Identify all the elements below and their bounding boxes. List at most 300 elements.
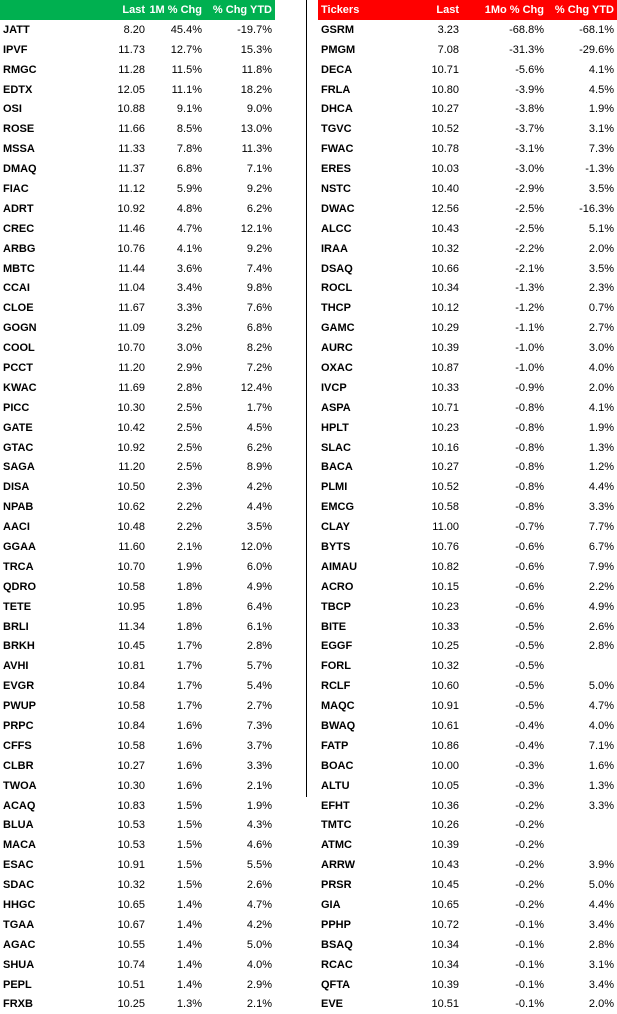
losers-cell-ytd-chg: 1.9% — [588, 103, 614, 116]
losers-cell-month-chg: -0.6% — [515, 540, 544, 553]
gainers-row — [0, 199, 275, 219]
gainers-cell-ytd-chg: 11.3% — [241, 143, 272, 156]
gainers-cell-ticker: CREC — [3, 222, 35, 235]
losers-cell-last: 10.52 — [431, 481, 459, 494]
gainers-row — [0, 676, 275, 696]
gainers-cell-ytd-chg: 5.7% — [246, 660, 272, 673]
gainers-cell-ticker: AGAC — [3, 938, 36, 951]
losers-row — [318, 159, 617, 179]
gainers-cell-ticker: GTAC — [3, 441, 34, 454]
gainers-cell-month-chg: 7.8% — [176, 143, 202, 156]
gainers-row — [0, 159, 275, 179]
losers-cell-ytd-chg: 4.7% — [588, 700, 614, 713]
losers-cell-ticker: FATP — [321, 739, 349, 752]
losers-cell-month-chg: -0.5% — [515, 640, 544, 653]
losers-row — [318, 995, 617, 1014]
losers-cell-month-chg: -1.0% — [515, 342, 544, 355]
losers-cell-ytd-chg: -1.3% — [585, 163, 614, 176]
gainers-row — [0, 99, 275, 119]
gainers-cell-ytd-chg: 1.9% — [246, 799, 272, 812]
gainers-cell-month-chg: 3.4% — [176, 282, 202, 295]
gainers-cell-ticker: JATT — [3, 23, 30, 36]
losers-row — [318, 60, 617, 80]
losers-row — [318, 756, 617, 776]
gainers-cell-ticker: CLOE — [3, 302, 34, 315]
losers-cell-last: 10.58 — [431, 501, 459, 514]
losers-cell-ticker: TBCP — [321, 600, 351, 613]
gainers-cell-ticker: TGAA — [3, 918, 35, 931]
gainers-cell-last: 10.92 — [117, 441, 145, 454]
losers-row — [318, 597, 617, 617]
losers-cell-month-chg: -68.8% — [509, 23, 544, 36]
gainers-row — [0, 179, 275, 199]
losers-cell-month-chg: -0.4% — [515, 720, 544, 732]
losers-cell-ticker: MAQC — [321, 700, 355, 713]
gainers-row — [0, 20, 275, 40]
losers-cell-ticker: FORL — [321, 660, 351, 673]
gainers-cell-ticker: TRCA — [3, 560, 34, 573]
gainers-cell-ytd-chg: 13.0% — [240, 123, 272, 136]
losers-cell-last: 10.12 — [431, 302, 459, 315]
losers-cell-month-chg: -2.1% — [515, 262, 544, 275]
losers-cell-ytd-chg: 3.5% — [588, 262, 614, 275]
gainers-cell-ytd-chg: 4.5% — [246, 421, 272, 434]
gainers-cell-ticker: AACI — [3, 521, 30, 534]
gainers-cell-month-chg: 4.1% — [176, 242, 202, 255]
gainers-row — [0, 875, 275, 895]
gainers-cell-ticker: TETE — [3, 600, 32, 613]
losers-cell-ytd-chg: 4.0% — [588, 361, 614, 374]
losers-cell-month-chg: -1.3% — [515, 282, 544, 295]
losers-cell-month-chg: -0.2% — [515, 799, 544, 812]
gainers-cell-ytd-chg: 3.5% — [246, 521, 272, 534]
losers-cell-ticker: DWAC — [321, 202, 355, 215]
losers-cell-ticker: GIA — [321, 899, 341, 912]
losers-cell-month-chg: -0.5% — [515, 680, 544, 693]
losers-cell-ticker: AIMAU — [321, 560, 358, 573]
gainers-cell-ytd-chg: 5.5% — [246, 859, 272, 872]
losers-row — [318, 139, 617, 159]
gainers-cell-month-chg: 2.5% — [176, 401, 202, 414]
losers-cell-ticker: HPLT — [321, 421, 349, 434]
gainers-cell-month-chg: 1.6% — [176, 779, 202, 792]
losers-cell-month-chg: -2.2% — [515, 242, 544, 255]
gainers-cell-month-chg: 1.6% — [176, 720, 202, 732]
losers-cell-last: 10.91 — [431, 700, 459, 713]
gainers-cell-ytd-chg: 4.4% — [246, 501, 272, 514]
gainers-row — [0, 119, 275, 139]
gainers-cell-month-chg: 45.4% — [170, 23, 202, 36]
losers-cell-ticker: EGGF — [321, 640, 353, 653]
losers-cell-month-chg: -0.5% — [515, 700, 544, 713]
gainers-cell-ticker: BRKH — [3, 640, 35, 653]
gainers-cell-last: 11.69 — [118, 381, 145, 394]
losers-cell-ticker: IVCP — [321, 381, 347, 394]
gainers-cell-ticker: PWUP — [3, 700, 36, 713]
gainers-body — [0, 20, 275, 1014]
losers-cell-ticker: ACRO — [321, 580, 354, 593]
gainers-cell-ticker: COOL — [3, 342, 35, 355]
losers-cell-month-chg: -0.3% — [515, 759, 544, 772]
gainers-row — [0, 975, 275, 995]
gainers-cell-ticker: ESAC — [3, 859, 34, 872]
gainers-cell-last: 10.91 — [117, 859, 145, 872]
losers-cell-last: 10.16 — [431, 441, 459, 454]
gainers-row — [0, 139, 275, 159]
losers-cell-ytd-chg: 7.1% — [588, 739, 614, 752]
losers-cell-month-chg: -0.2% — [515, 899, 544, 912]
losers-row — [318, 259, 617, 279]
losers-cell-ytd-chg: 7.3% — [588, 143, 614, 156]
gainers-row — [0, 716, 275, 736]
losers-cell-month-chg: -0.4% — [515, 739, 544, 752]
gainers-row — [0, 40, 275, 60]
gainers-cell-ticker: FRXB — [3, 998, 33, 1011]
losers-cell-ticker: DECA — [321, 63, 353, 76]
losers-cell-ticker: ARRW — [321, 859, 356, 872]
losers-row — [318, 497, 617, 517]
losers-cell-last: 10.52 — [431, 123, 459, 136]
losers-cell-month-chg: -0.8% — [515, 481, 544, 494]
gainers-row — [0, 438, 275, 458]
gainers-cell-month-chg: 1.5% — [176, 879, 202, 892]
gainers-cell-ytd-chg: 8.9% — [246, 461, 272, 474]
losers-cell-ticker: IRAA — [321, 242, 348, 255]
gainers-cell-last: 10.58 — [117, 580, 145, 593]
gainers-cell-ytd-chg: 6.2% — [246, 441, 272, 454]
losers-cell-last: 10.86 — [431, 739, 459, 752]
gainers-row — [0, 80, 275, 100]
losers-cell-last: 10.87 — [431, 361, 459, 374]
losers-cell-month-chg: -0.5% — [515, 660, 544, 673]
gainers-cell-last: 10.81 — [117, 660, 145, 673]
losers-row — [318, 696, 617, 716]
gainers-cell-month-chg: 3.6% — [176, 262, 202, 275]
gainers-cell-month-chg: 4.8% — [176, 202, 202, 215]
losers-cell-ytd-chg: 2.8% — [588, 938, 614, 951]
losers-cell-ytd-chg: 3.3% — [588, 501, 614, 514]
gainers-cell-ytd-chg: 4.0% — [246, 958, 272, 971]
gainers-cell-ticker: AVHI — [3, 660, 29, 673]
losers-row — [318, 736, 617, 756]
losers-cell-last: 10.71 — [431, 401, 459, 414]
losers-cell-ytd-chg: 0.7% — [588, 302, 614, 315]
losers-cell-ticker: TMTC — [321, 819, 352, 832]
gainers-cell-month-chg: 1.6% — [176, 759, 202, 772]
gainers-row — [0, 497, 275, 517]
losers-row — [318, 955, 617, 975]
losers-cell-last: 10.40 — [431, 182, 459, 195]
gainers-cell-last: 10.83 — [117, 799, 145, 812]
gainers-row — [0, 855, 275, 875]
gainers-cell-last: 10.50 — [117, 481, 145, 494]
losers-cell-month-chg: -0.8% — [515, 401, 544, 414]
losers-cell-ticker: EFHT — [321, 799, 350, 812]
losers-cell-last: 10.66 — [431, 262, 459, 275]
gainers-cell-ytd-chg: 1.7% — [246, 401, 272, 414]
losers-cell-ytd-chg: 1.9% — [588, 421, 614, 434]
gainers-cell-last: 10.48 — [117, 521, 145, 534]
gainers-cell-ticker: DISA — [3, 481, 30, 494]
losers-cell-month-chg: -3.1% — [515, 143, 544, 156]
gainers-cell-ytd-chg: 9.2% — [246, 182, 272, 195]
losers-cell-ticker: EMCG — [321, 501, 354, 514]
gainers-cell-last: 11.60 — [118, 540, 145, 553]
gainers-cell-ticker: EDTX — [3, 83, 33, 96]
gainers-cell-ytd-chg: 6.0% — [246, 560, 272, 573]
gainers-cell-ytd-chg: 4.2% — [246, 918, 272, 931]
gainers-header-ticker — [0, 0, 100, 20]
gainers-cell-ticker: RMGC — [3, 63, 37, 76]
losers-cell-ticker: CLAY — [321, 521, 350, 534]
losers-row — [318, 418, 617, 438]
losers-row — [318, 298, 617, 318]
gainers-cell-last: 11.33 — [118, 143, 145, 156]
losers-cell-last: 10.05 — [431, 779, 459, 792]
gainers-cell-last: 10.95 — [117, 600, 145, 613]
losers-cell-ytd-chg: 1.2% — [588, 461, 614, 474]
gainers-row — [0, 318, 275, 338]
losers-cell-ticker: PLMI — [321, 481, 348, 494]
losers-row — [318, 975, 617, 995]
gainers-cell-ytd-chg: -19.7% — [237, 23, 272, 36]
losers-cell-last: 10.34 — [431, 958, 459, 971]
losers-cell-month-chg: -3.8% — [515, 103, 544, 116]
losers-cell-month-chg: -0.2% — [515, 839, 544, 852]
losers-cell-ytd-chg: 7.9% — [588, 560, 614, 573]
losers-cell-ticker: AURC — [321, 342, 353, 355]
gainers-row — [0, 358, 275, 378]
gainers-cell-last: 10.53 — [117, 819, 145, 832]
gainers-cell-ticker: HHGC — [3, 899, 36, 912]
gainers-cell-ytd-chg: 5.0% — [246, 938, 272, 951]
losers-cell-month-chg: -0.1% — [515, 918, 544, 931]
losers-cell-month-chg: -0.6% — [515, 600, 544, 613]
losers-cell-ytd-chg: 1.6% — [588, 759, 614, 772]
losers-cell-last: 10.61 — [431, 720, 459, 732]
gainers-cell-month-chg: 6.8% — [176, 163, 202, 176]
gainers-cell-ticker: SDAC — [3, 879, 35, 892]
gainers-row — [0, 617, 275, 637]
gainers-cell-ytd-chg: 18.2% — [240, 83, 272, 96]
losers-row — [318, 398, 617, 418]
gainers-cell-last: 10.32 — [117, 879, 145, 892]
gainers-row — [0, 656, 275, 676]
gainers-row — [0, 537, 275, 557]
losers-cell-ytd-chg — [547, 816, 617, 836]
gainers-cell-ticker: KWAC — [3, 381, 37, 394]
losers-cell-month-chg: -1.2% — [515, 302, 544, 315]
losers-cell-last: 10.80 — [431, 83, 459, 96]
gainers-cell-ticker: MSSA — [3, 143, 35, 156]
gainers-cell-month-chg: 1.5% — [176, 819, 202, 832]
gainers-cell-month-chg: 1.4% — [176, 978, 202, 991]
losers-cell-month-chg: -0.1% — [515, 938, 544, 951]
losers-row — [318, 378, 617, 398]
losers-cell-last: 10.27 — [431, 103, 459, 116]
gainers-header — [0, 0, 275, 20]
gainers-cell-last: 10.62 — [117, 501, 145, 514]
losers-cell-last: 10.51 — [431, 998, 459, 1011]
gainers-cell-month-chg: 12.7% — [170, 43, 202, 56]
losers-row — [318, 835, 617, 855]
losers-row — [318, 40, 617, 60]
gainers-cell-last: 10.42 — [117, 421, 145, 434]
losers-cell-ticker: DSAQ — [321, 262, 353, 275]
losers-cell-ytd-chg: 4.1% — [588, 63, 614, 76]
losers-cell-ytd-chg — [547, 656, 617, 676]
losers-cell-ticker: RCAC — [321, 958, 353, 971]
losers-row — [318, 776, 617, 796]
losers-cell-ticker: BWAQ — [321, 720, 356, 732]
table-divider — [306, 0, 307, 797]
losers-cell-month-chg: -0.5% — [515, 620, 544, 633]
gainers-cell-month-chg: 3.2% — [176, 322, 202, 335]
gainers-row — [0, 816, 275, 836]
losers-row — [318, 20, 617, 40]
losers-cell-ytd-chg: 4.4% — [588, 481, 614, 494]
gainers-row — [0, 577, 275, 597]
losers-cell-ytd-chg: 4.1% — [588, 401, 614, 414]
losers-cell-last: 3.23 — [437, 23, 459, 36]
losers-cell-ytd-chg: 2.0% — [588, 381, 614, 394]
gainers-row — [0, 338, 275, 358]
gainers-cell-month-chg: 1.4% — [176, 958, 202, 971]
losers-cell-last: 10.23 — [431, 600, 459, 613]
losers-cell-last: 10.39 — [431, 839, 459, 852]
losers-cell-ticker: BACA — [321, 461, 353, 474]
gainers-cell-month-chg: 1.5% — [176, 859, 202, 872]
gainers-cell-last: 11.46 — [118, 222, 145, 235]
gainers-cell-last: 10.45 — [117, 640, 145, 653]
gainers-cell-month-chg: 9.1% — [176, 103, 202, 116]
losers-cell-ytd-chg: 7.7% — [588, 521, 614, 534]
gainers-header-last: Last — [100, 0, 148, 20]
gainers-cell-ytd-chg: 9.8% — [246, 282, 272, 295]
gainers-cell-ticker: IPVF — [3, 43, 28, 56]
gainers-row — [0, 895, 275, 915]
losers-cell-ytd-chg: 1.3% — [588, 441, 614, 454]
losers-cell-last: 10.43 — [431, 859, 459, 872]
losers-cell-ytd-chg: 5.0% — [588, 879, 614, 892]
gainers-cell-last: 11.28 — [118, 63, 145, 76]
losers-cell-last: 10.36 — [431, 799, 459, 812]
gainers-cell-ticker: MACA — [3, 839, 36, 852]
losers-cell-ytd-chg: 4.4% — [588, 899, 614, 912]
losers-row — [318, 816, 617, 836]
gainers-cell-ticker: QDRO — [3, 580, 36, 593]
gainers-cell-ytd-chg: 2.9% — [246, 978, 272, 991]
losers-row — [318, 716, 617, 736]
losers-cell-last: 12.56 — [431, 202, 459, 215]
losers-cell-ticker: PRSR — [321, 879, 352, 892]
losers-row — [318, 278, 617, 298]
losers-cell-month-chg: -2.9% — [515, 182, 544, 195]
losers-header-last: Last — [398, 0, 462, 20]
losers-cell-month-chg: -0.6% — [515, 580, 544, 593]
gainers-cell-month-chg: 1.3% — [176, 998, 202, 1011]
gainers-cell-ytd-chg: 2.1% — [246, 998, 272, 1011]
losers-cell-month-chg: -0.1% — [515, 978, 544, 991]
gainers-cell-last: 10.76 — [117, 242, 145, 255]
gainers-cell-ytd-chg: 9.0% — [246, 103, 272, 116]
losers-cell-month-chg: -0.1% — [515, 998, 544, 1011]
gainers-cell-last: 11.66 — [118, 123, 145, 136]
gainers-cell-ytd-chg: 4.7% — [246, 899, 272, 912]
losers-cell-last: 11.00 — [432, 521, 459, 534]
gainers-cell-last: 10.70 — [117, 342, 145, 355]
gainers-cell-ytd-chg: 4.6% — [246, 839, 272, 852]
losers-row — [318, 457, 617, 477]
gainers-cell-ticker: ARBG — [3, 242, 36, 255]
losers-cell-ytd-chg: 3.3% — [588, 799, 614, 812]
losers-cell-month-chg: -0.8% — [515, 421, 544, 434]
gainers-cell-last: 10.67 — [117, 918, 145, 931]
losers-cell-ticker: ATMC — [321, 839, 352, 852]
gainers-cell-last: 10.27 — [117, 759, 145, 772]
losers-cell-ytd-chg: 3.1% — [588, 123, 614, 136]
losers-cell-last: 10.65 — [431, 899, 459, 912]
gainers-row — [0, 278, 275, 298]
gainers-cell-last: 10.58 — [117, 739, 145, 752]
gainers-cell-last: 10.70 — [117, 560, 145, 573]
gainers-cell-ytd-chg: 4.3% — [246, 819, 272, 832]
losers-cell-last: 10.39 — [431, 978, 459, 991]
losers-cell-month-chg: -5.6% — [515, 63, 544, 76]
gainers-cell-ticker: DMAQ — [3, 163, 37, 176]
losers-row — [318, 517, 617, 537]
gainers-row — [0, 398, 275, 418]
gainers-cell-ytd-chg: 6.8% — [246, 322, 272, 335]
gainers-cell-last: 10.74 — [117, 958, 145, 971]
gainers-cell-month-chg: 2.2% — [176, 501, 202, 514]
gainers-cell-ticker: CFFS — [3, 739, 32, 752]
losers-cell-month-chg: -2.5% — [515, 222, 544, 235]
gainers-row — [0, 259, 275, 279]
gainers-row — [0, 935, 275, 955]
gainers-cell-month-chg: 1.8% — [176, 620, 202, 633]
gainers-cell-month-chg: 2.8% — [176, 381, 202, 394]
losers-cell-ticker: GSRM — [321, 23, 354, 36]
losers-cell-month-chg: -3.0% — [515, 163, 544, 176]
gainers-cell-last: 10.84 — [117, 680, 145, 693]
gainers-cell-month-chg: 5.9% — [176, 182, 202, 195]
losers-cell-month-chg: -1.1% — [515, 322, 544, 335]
losers-cell-month-chg: -0.2% — [515, 819, 544, 832]
gainers-cell-last: 10.65 — [117, 899, 145, 912]
gainers-cell-ytd-chg: 7.1% — [246, 163, 272, 176]
losers-row — [318, 637, 617, 657]
losers-cell-month-chg: -0.9% — [515, 381, 544, 394]
losers-row — [318, 80, 617, 100]
gainers-cell-last: 11.37 — [118, 163, 145, 176]
gainers-cell-ytd-chg: 7.2% — [246, 361, 272, 374]
gainers-cell-last: 11.34 — [118, 620, 145, 633]
gainers-cell-last: 10.30 — [117, 779, 145, 792]
losers-cell-last: 10.34 — [431, 938, 459, 951]
losers-cell-ytd-chg: 2.2% — [588, 580, 614, 593]
gainers-cell-month-chg: 2.2% — [176, 521, 202, 534]
gainers-cell-last: 8.20 — [123, 23, 145, 36]
losers-cell-ticker: SLAC — [321, 441, 351, 454]
losers-cell-ytd-chg: 3.1% — [588, 958, 614, 971]
losers-row — [318, 219, 617, 239]
losers-cell-ticker: OXAC — [321, 361, 353, 374]
gainers-cell-ytd-chg: 11.8% — [241, 63, 272, 76]
gainers-row — [0, 597, 275, 617]
losers-cell-last: 10.43 — [431, 222, 459, 235]
losers-cell-last: 10.72 — [431, 918, 459, 931]
